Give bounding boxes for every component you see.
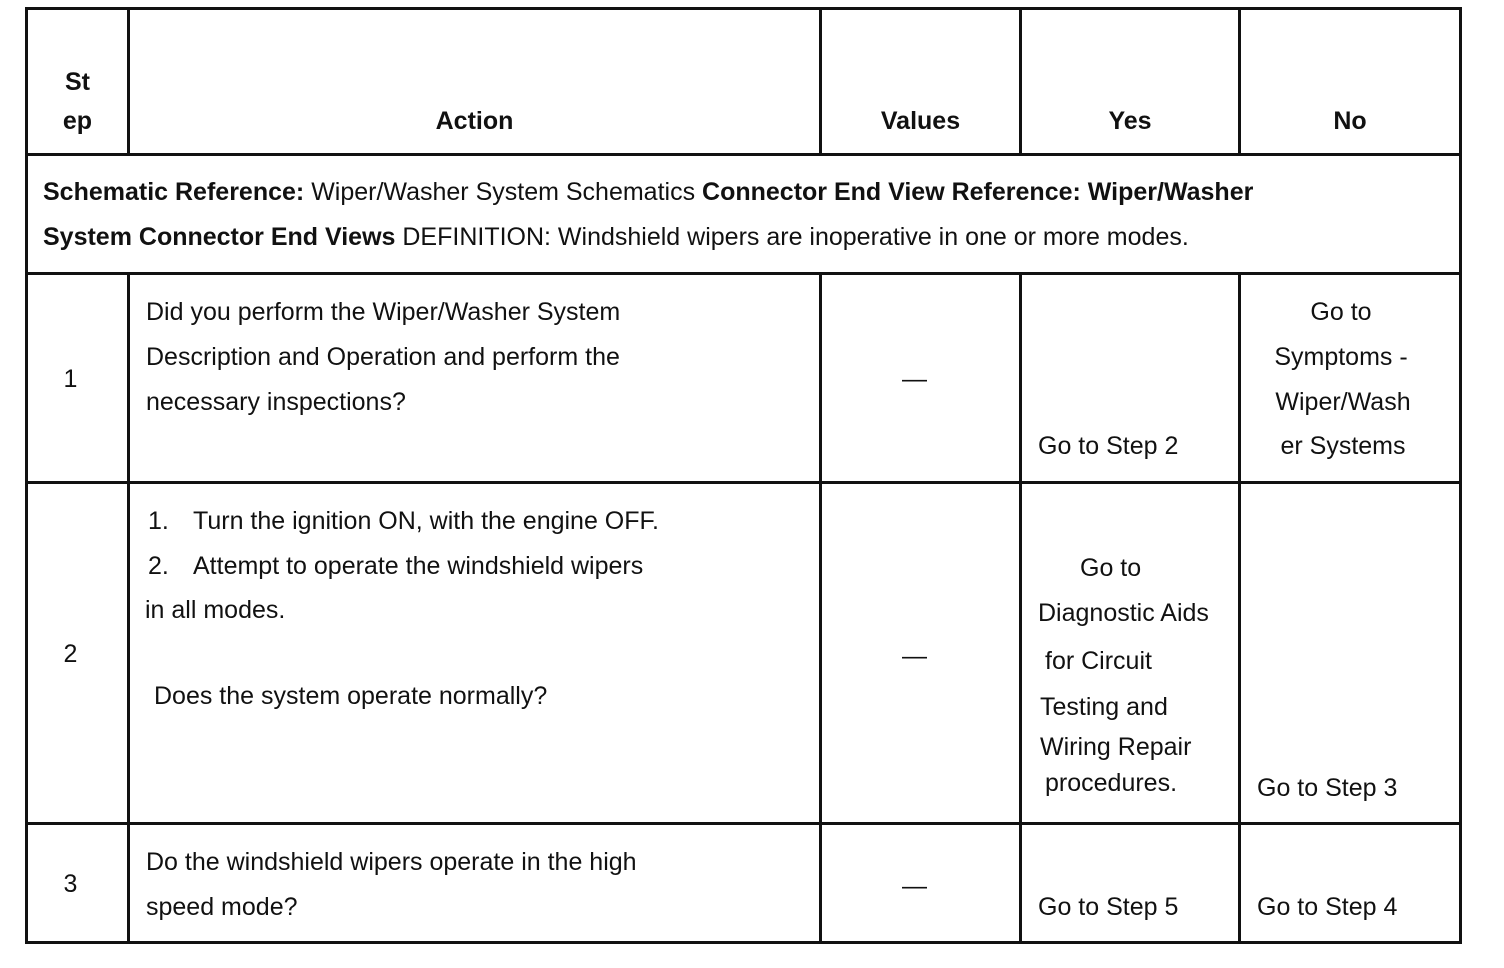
col-divider-values [1019,272,1022,944]
row3-action-line2: speed mode? [146,893,298,921]
row3-yes: Go to Step 5 [1038,893,1179,921]
row3-step: 3 [63,870,78,898]
header-values: Values [880,107,961,135]
row1-no-line2: Symptoms - [1274,343,1408,371]
connector-reference-value: System Connector End Views [43,223,396,251]
row2-action-cont: in all modes. [145,596,286,624]
row1-no-line4: er Systems [1280,432,1406,460]
row3-no: Go to Step 4 [1257,893,1398,921]
header-action: Action [435,107,514,135]
table-border-bottom [25,941,1462,944]
table-border-right [1459,7,1462,944]
row2-item1-num: 1. [148,507,169,535]
row3-value: — [902,872,927,900]
row1-yes: Go to Step 2 [1038,432,1179,460]
row2-yes-line4: Testing and [1040,693,1168,721]
row2-yes-line1: Go to [1080,554,1142,582]
row2-yes-line2: Diagnostic Aids [1038,599,1209,627]
row2-item1-text: Turn the ignition ON, with the engine OFF. [193,507,659,535]
header-yes: Yes [1108,107,1152,135]
header-step-line2: ep [62,107,93,135]
row2-question: Does the system operate normally? [154,682,548,710]
row2-yes-line6: procedures. [1045,769,1178,797]
definition-text: DEFINITION: Windshield wipers are inoperative in one or more modes. [402,223,1189,251]
row1-no-line1: Go to [1310,298,1372,326]
row1-action-line2: Description and Operation and perform the [146,343,620,371]
header-step-line1: St [65,68,90,96]
row1-action-line3: necessary inspections? [146,388,406,416]
row1-divider [25,481,1462,484]
table-border-top [25,7,1462,10]
diagnostic-table [25,7,1462,944]
row2-item2-text: Attempt to operate the windshield wipers [193,552,644,580]
reference-divider [25,272,1462,275]
row3-action-line1: Do the windshield wipers operate in the high [146,848,637,876]
header-no: No [1333,107,1367,135]
header-divider [25,153,1462,156]
col-divider-step [127,272,130,944]
row2-no: Go to Step 3 [1257,774,1398,802]
table-border-left [25,7,28,944]
schematic-reference-label: Schematic Reference: [43,178,305,206]
schematic-reference-value: Wiper/Washer System Schematics [311,178,696,206]
row2-item2-num: 2. [148,552,169,580]
row1-value: — [902,365,927,393]
row1-step: 1 [63,365,78,393]
row2-value: — [902,642,927,670]
connector-reference-label: Connector End View Reference: Wiper/Washer [702,178,1254,206]
reference-line-1 [43,177,1253,207]
reference-line-2 [43,222,1189,252]
row2-divider [25,822,1462,825]
row2-yes-line3: for Circuit [1045,647,1152,675]
col-divider-yes [1238,272,1241,944]
row2-step: 2 [63,640,78,668]
row2-yes-line5: Wiring Repair [1040,733,1192,761]
row1-no-line3: Wiper/Wash [1275,388,1411,416]
row1-action-line1: Did you perform the Wiper/Washer System [146,298,621,326]
